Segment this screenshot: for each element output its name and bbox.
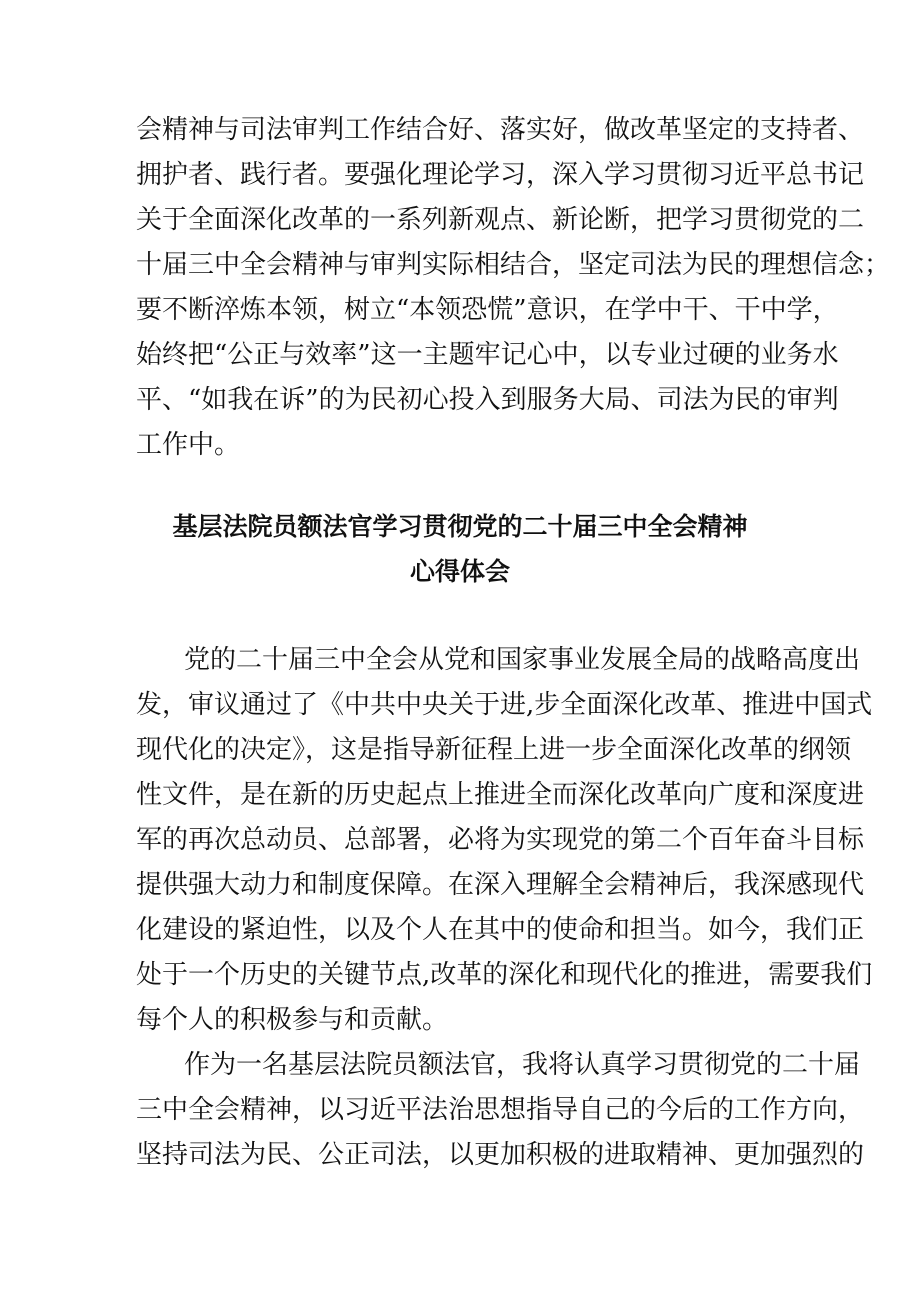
text-line: 现代化的决定》，这是指导新征程上进一步全面深化改革的纲领 bbox=[136, 735, 852, 765]
text-line: 处于一个历史的关键节点,改革的深化和现代化的推进，需要我们 bbox=[136, 960, 873, 990]
text-line: 关于全面深化改革的一系列新观点、新论断，把学习贯彻党的二 bbox=[136, 205, 865, 235]
text-line: 发，审议通过了《中共中央关于进,步全面深化改革、推进中国式 bbox=[136, 690, 873, 720]
text-line: 三中全会精神，以习近平法治思想指导自己的今后的工作方向， bbox=[136, 1095, 865, 1125]
text-line: 军的再次总动员、总部署，必将为实现党的第二个百年奋斗目标 bbox=[136, 825, 865, 855]
text-line: 党的二十届三中全会从党和国家事业发展全局的战略高度出 bbox=[184, 645, 861, 675]
text-line: 性文件，是在新的历史起点上推进全而深化改革向广度和深度进 bbox=[136, 780, 865, 810]
text-line: 始终把“公正与效率”这一主题牢记心中，以专业过硬的业务水 bbox=[136, 340, 839, 370]
text-line: 平、“如我在诉”的为民初心投入到服务大局、司法为民的审判 bbox=[136, 385, 839, 415]
text-line: 化建设的紧迫性，以及个人在其中的使命和担当。如今，我们正 bbox=[136, 915, 865, 945]
text-line: 会精神与司法审判工作结合好、落实好，做改革坚定的支持者、 bbox=[136, 115, 865, 145]
document-title-line1: 基层法院员额法官学习贯彻党的二十届三中全会精神 bbox=[172, 512, 748, 541]
text-line: 坚持司法为民、公正司法，以更加积极的进取精神、更加强烈的 bbox=[136, 1140, 865, 1170]
document-title-line2: 心得体会 bbox=[409, 557, 510, 586]
text-line: 工作中。 bbox=[136, 430, 241, 460]
text-line: 提供强大动力和制度保障。在深入理解全会精神后，我深感现代 bbox=[136, 870, 865, 900]
text-line: 要不断淬炼本领，树立“本领恐慌”意识，在学中干、干中学， bbox=[136, 295, 839, 325]
text-line: 十届三中全会精神与审判实际相结合，坚定司法为民的理想信念； bbox=[136, 250, 891, 280]
text-line: 作为一名基层法院员额法官，我将认真学习贯彻党的二十届 bbox=[184, 1050, 861, 1080]
text-line: 拥护者、践行者。要强化理论学习，深入学习贯彻习近平总书记 bbox=[136, 160, 865, 190]
text-line: 每个人的积极参与和贡献。 bbox=[136, 1005, 449, 1035]
